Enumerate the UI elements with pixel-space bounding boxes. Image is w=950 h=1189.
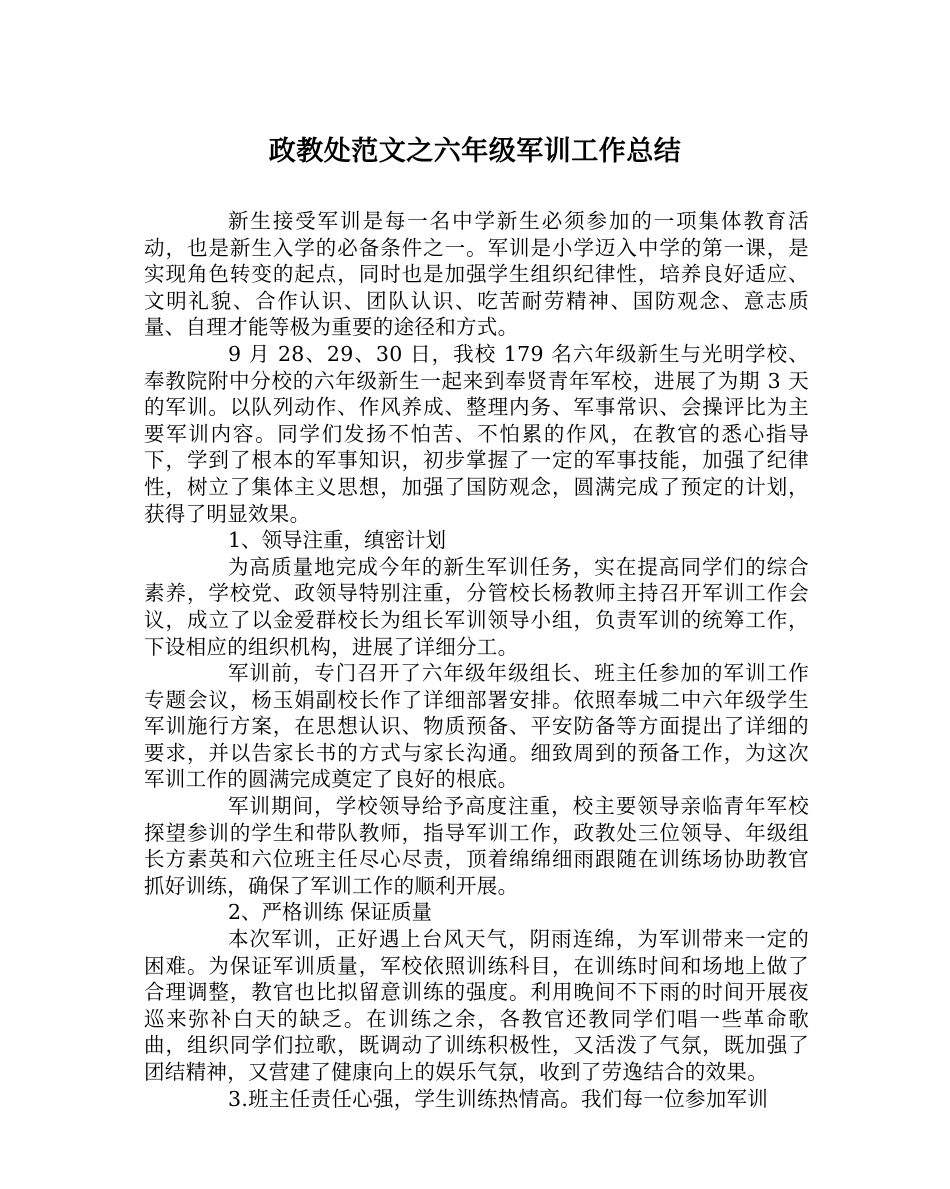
- section-heading-2: 2、严格训练 保证质量: [228, 900, 433, 925]
- document-body: [144, 208, 809, 1112]
- section-heading-1: 1、领导注重，缜密计划: [228, 528, 447, 553]
- document-title: 政教处范文之六年级军训工作总结: [268, 136, 682, 167]
- paragraph-leadership: 为高质量地完成今年的新生军训任务，实在提高同学们的综合素养，学校党、政领导特别注重，分管校长杨教师主持召开军训工作会议，成立了以金爱群校长为组长军训领导小组，负责军训的统筹工作，下设相应的组织机构，进展了详细分工。: [144, 554, 809, 659]
- paragraph-head-teachers: 3.班主任责任心强，学生训练热情高。我们每一位参加军训: [228, 1086, 769, 1111]
- paragraph-intro: 新生接受军训是每一名中学新生必须参加的一项集体教育活动，也是新生入学的必备条件之一。军训是小学迈入中学的第一课，是实现角色转变的起点，同时也是加强学生组织纪律性，培养良好适应、文明礼貌、合作认识、团队认识、吃苦耐劳精神、国防观念、意志质量、自理才能等极为重要的途径和方式。: [144, 209, 809, 340]
- paragraph-overview: 9 月 28、29、30 日，我校 179 名六年级新生与光明学校、奉教院附中分校的六年级新生一起来到奉贤青年军校，进展了为期 3 天的军训。以队列动作、作风养成、整理内务、军事常识、会操评比为主要军训内容。同学们发扬不怕苦、不怕累的作风，在教官的悉心指导下，学到了根本的军事知识，初步掌握了一定的军事技能，加强了纪律性，树立了集体主义思想，加强了国防观念，圆满完成了预定的计划，获得了明显效果。: [144, 341, 809, 526]
- paragraph-during-training: 军训期间，学校领导给予高度注重，校主要领导亲临青年军校探望参训的学生和带队教师，指导军训工作，政教处三位领导、年级组长方素英和六位班主任尽心尽责，顶着绵绵细雨跟随在训练场协助教官抓好训练，确保了军训工作的顺利开展。: [144, 794, 809, 898]
- paragraph-preparation: 军训前，专门召开了六年级年级组长、班主任参加的军训工作专题会议，杨玉娟副校长作了详细部署安排。依照奉城二中六年级学生军训施行方案，在思想认识、物质预备、平安防备等方面提出了详细的要求，并以告家长书的方式与家长沟通。细致周到的预备工作，为这次军训工作的圆满完成奠定了良好的根底。: [144, 661, 809, 792]
- paragraph-strict-training: 本次军训，正好遇上台风天气，阴雨连绵，为军训带来一定的困难。为保证军训质量，军校依照训练科目，在训练时间和场地上做了合理调整，教官也比拟留意训练的强度。利用晚间不下雨的时间开展夜巡来弥补白天的缺乏。在训练之余，各教官还教同学们唱一些革命歌曲，组织同学们拉歌，既调动了训练积极性，又活泼了气氛，既加强了团结精神，又营建了健康向上的娱乐气氛，收到了劳逸结合的效果。: [144, 927, 809, 1084]
